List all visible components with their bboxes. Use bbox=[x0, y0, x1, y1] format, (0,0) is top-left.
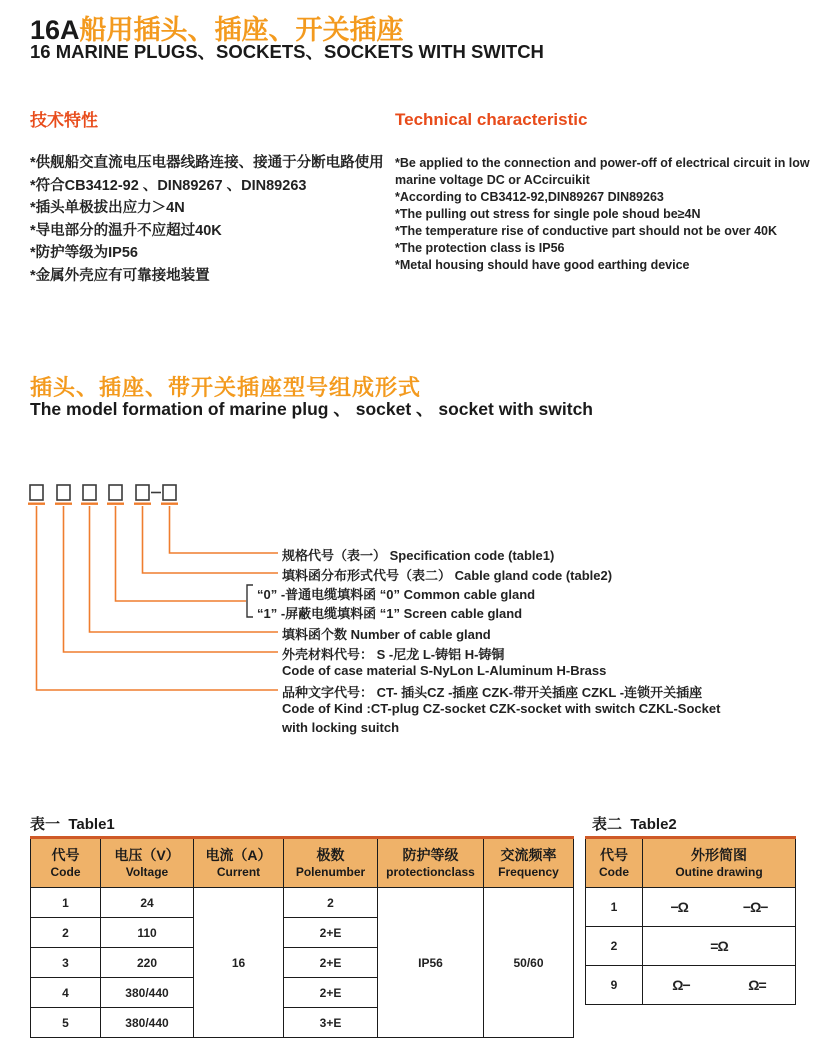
tech-list-en bbox=[395, 155, 815, 274]
cell-pole: 2+E bbox=[284, 978, 378, 1008]
model-line-gland-number: 填料函个数 Number of cable gland bbox=[282, 627, 491, 642]
model-line-common-gland: “0” -普通电缆填料函 “0” Common cable gland bbox=[257, 587, 536, 602]
model-line-gland-code: 填料函分布形式代号（表二） Cable gland code (table2) bbox=[282, 568, 613, 583]
cell-pole: 3+E bbox=[284, 1008, 378, 1038]
table2-header-code: 代号 Code bbox=[586, 838, 643, 888]
model-line-screen-gland: “1” -屏蔽电缆填料函 “1” Screen cable gland bbox=[257, 606, 523, 621]
gland-outline-icon: −Ω− bbox=[742, 899, 768, 915]
table1-title-en: Table1 bbox=[68, 816, 115, 833]
table1-header-current: 电流（A） Current bbox=[194, 838, 284, 888]
tech-item-en: *According to CB3412-92,DIN89267 DIN89263 bbox=[395, 190, 664, 204]
cell-pole: 2+E bbox=[284, 918, 378, 948]
cell-voltage: 380/440 bbox=[101, 978, 194, 1008]
gland-outline-icon: Ω− bbox=[672, 977, 690, 993]
tech-item-en: *The protection class is IP56 bbox=[395, 241, 565, 255]
page-subtitle: 16 MARINE PLUGS、SOCKETS、SOCKETS WITH SWITCH bbox=[30, 41, 544, 62]
cell-code: 1 bbox=[31, 888, 101, 918]
table2-title-zh: 表二 bbox=[592, 816, 623, 833]
model-heading-zh: 插头、插座、带开关插座型号组成形式 bbox=[30, 375, 422, 400]
tech-item-en: *Metal housing should have good earthing device bbox=[395, 258, 690, 272]
table1-header-row bbox=[31, 838, 574, 888]
table2 bbox=[585, 836, 796, 1005]
cell-pole: 2 bbox=[284, 888, 378, 918]
tech-item-en: *The temperature rise of conductive part should not be over 40K bbox=[395, 224, 778, 238]
tech-item-zh: *防护等级为IP56 bbox=[30, 245, 138, 261]
outline-drawing-cell bbox=[643, 938, 795, 954]
cell-pole: 2+E bbox=[284, 948, 378, 978]
gland-outline-icon: −Ω bbox=[670, 899, 688, 915]
model-line-kind-code-zh: 品种文字代号： CT- 插头CZ -插座 CZK-带开关插座 CZKL -连锁开关插座 bbox=[282, 685, 703, 700]
model-line-kind-code-en: Code of Kind :CT-plug CZ-socket CZK-socket with switch CZKL-Socket bbox=[282, 701, 721, 716]
table2-header-drawing: 外形简图 Outine drawing bbox=[643, 838, 796, 888]
outline-drawing-cell bbox=[643, 977, 795, 993]
table-row bbox=[31, 888, 574, 918]
cell-voltage: 24 bbox=[101, 888, 194, 918]
gland-outline-icon: Ω= bbox=[748, 977, 766, 993]
cell-code: 2 bbox=[31, 918, 101, 948]
tech-item-zh: *符合CB3412-92 、DIN89267 、DIN89263 bbox=[30, 177, 307, 194]
cell-code: 9 bbox=[586, 966, 643, 1005]
table1-title bbox=[30, 813, 115, 834]
table-row bbox=[586, 888, 796, 927]
tech-heading-zh: 技术特性 bbox=[30, 111, 98, 130]
page-title-prefix: 16A bbox=[30, 15, 80, 45]
cell-code: 1 bbox=[586, 888, 643, 927]
table1-title-zh: 表一 bbox=[30, 816, 61, 833]
model-line-specification: 规格代号（表一） Specification code (table1) bbox=[282, 548, 555, 563]
model-code-diagram bbox=[0, 480, 300, 740]
page-title-zh: 船用插头、插座、开关插座 bbox=[79, 15, 404, 45]
table1-header-protection: 防护等级 protectionclass bbox=[378, 838, 484, 888]
tech-item-en: *The pulling out stress for single pole shoud be≥4N bbox=[395, 207, 701, 221]
table-row bbox=[586, 927, 796, 966]
model-code-underlines bbox=[28, 503, 178, 505]
model-line-case-material-en: Code of case material S-NyLon L-Aluminum H-Brass bbox=[282, 663, 607, 678]
cell-code: 4 bbox=[31, 978, 101, 1008]
cell-code: 2 bbox=[586, 927, 643, 966]
table1-header-polenumber: 极数 Polenumber bbox=[284, 838, 378, 888]
cell-voltage: 220 bbox=[101, 948, 194, 978]
tech-item-zh: *金属外壳应有可靠接地装置 bbox=[30, 267, 210, 284]
model-code-boxes bbox=[30, 485, 176, 500]
model-code-connectors bbox=[37, 506, 279, 690]
table1-header-voltage: 电压（V） Voltage bbox=[101, 838, 194, 888]
table1-header-code: 代号 Code bbox=[31, 838, 101, 888]
cell-frequency: 50/60 bbox=[484, 888, 574, 1038]
cell-code: 3 bbox=[31, 948, 101, 978]
cell-protection: IP56 bbox=[378, 888, 484, 1038]
model-heading-en: The model formation of marine plug 、 socket 、 socket with switch bbox=[30, 399, 593, 419]
model-line-case-material-zh: 外壳材料代号： S -尼龙 L-铸铝 H-铸铜 bbox=[282, 647, 505, 662]
cell-voltage: 110 bbox=[101, 918, 194, 948]
model-line-kind-code-en2: with locking suitch bbox=[282, 720, 400, 735]
outline-drawing-cell bbox=[643, 899, 795, 915]
table2-title-en: Table2 bbox=[630, 816, 677, 833]
gland-outline-icon: =Ω bbox=[710, 938, 728, 954]
tech-item-zh: *供舰船交直流电压电器线路连接、接通于分断电路使用 bbox=[30, 155, 384, 171]
table2-header-row bbox=[586, 838, 796, 888]
tech-item-zh: *导电部分的温升不应超过40K bbox=[30, 222, 222, 239]
cell-voltage: 380/440 bbox=[101, 1008, 194, 1038]
bracket-icon bbox=[247, 585, 253, 617]
table1-header-frequency: 交流频率 Frequency bbox=[484, 838, 574, 888]
table1 bbox=[30, 836, 574, 1038]
cell-current: 16 bbox=[194, 888, 284, 1038]
tech-heading-en: Technical characteristic bbox=[395, 110, 588, 129]
tech-item-en: *Be applied to the connection and power-off of electrical circuit in low marine voltage DC or ACcircuikit bbox=[395, 156, 810, 187]
tech-list-zh bbox=[30, 152, 395, 287]
table2-title bbox=[592, 813, 677, 834]
tech-item-zh: *插头单极拔出应力＞4N bbox=[30, 200, 185, 216]
table-row bbox=[586, 966, 796, 1005]
cell-code: 5 bbox=[31, 1008, 101, 1038]
